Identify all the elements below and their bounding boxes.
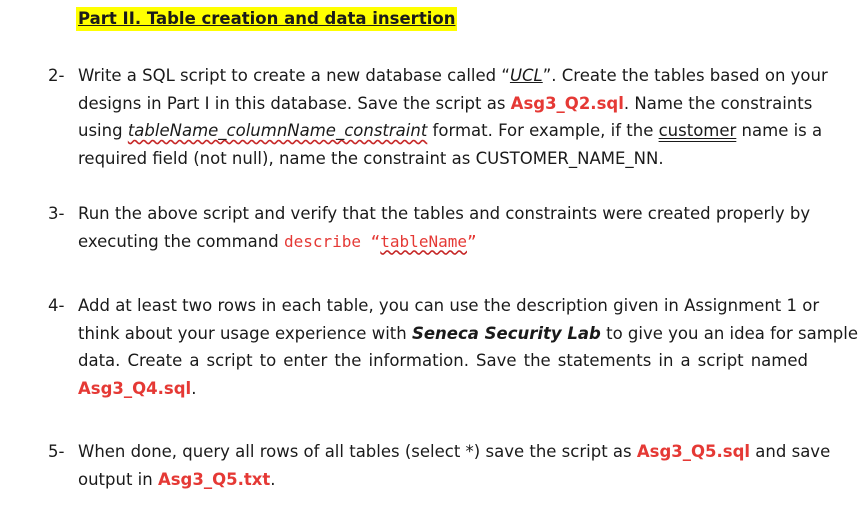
text-line <box>78 117 823 145</box>
database-name: UCL <box>509 66 543 85</box>
text-run: designs in Part I in this database. Save the script as <box>78 93 511 113</box>
item-number: 3- <box>48 204 65 223</box>
text-line <box>78 375 808 403</box>
text-run: format. For example, if the <box>427 121 659 140</box>
script-filename: Asg3_Q2.sql <box>510 93 624 113</box>
text-run: . <box>191 378 197 398</box>
text-line: Add at least two rows in each table, you can use the description given in Assignment 1 or <box>78 296 820 315</box>
item-text <box>78 438 831 493</box>
text-run: using <box>78 121 128 140</box>
item-number: 2- <box>48 66 65 85</box>
item-text <box>78 62 828 172</box>
script-filename: Asg3_Q4.sql <box>78 378 192 398</box>
text-run: When done, query all rows of all tables (select *) save the script as <box>78 442 637 461</box>
item-text <box>78 292 859 402</box>
item-number: 5- <box>48 442 65 461</box>
text-line: required field (not null), name the constraint as CUSTOMER_NAME_NN. <box>78 148 664 168</box>
text-run: name is a <box>736 121 823 140</box>
text-line <box>78 228 808 256</box>
item-number: 4- <box>48 296 65 315</box>
text-run: Write a SQL script to create a new database called “ <box>78 66 510 85</box>
text-run: to give you an idea for sample <box>600 323 859 343</box>
lab-name: Seneca Security Lab <box>411 323 601 343</box>
script-filename: Asg3_Q5.sql <box>636 442 751 461</box>
text-line <box>78 62 828 90</box>
item-text <box>78 200 811 255</box>
text-run: . <box>270 469 276 489</box>
describe-command: describe <box>283 231 362 251</box>
customer-word: customer <box>658 121 737 140</box>
text-run: executing the command <box>78 231 284 251</box>
constraint-format: tableName_columnName_constraint <box>127 121 428 140</box>
text-run: ”. Create the tables based on your <box>542 66 828 85</box>
text-line: data. Create a script to enter the information. Save the statements in a script named <box>78 351 808 370</box>
text-line <box>78 466 808 494</box>
text-run: output in <box>78 469 158 489</box>
text-line <box>78 90 813 118</box>
table-name-arg: tableName <box>380 231 467 251</box>
quote-open: “ <box>361 231 381 251</box>
text-run: . Name the constraints <box>623 93 813 113</box>
text-line <box>78 320 859 348</box>
text-line: Run the above script and verify that the tables and constraints were created properly by <box>78 204 811 223</box>
text-line <box>78 438 831 466</box>
text-run: and save <box>750 442 831 461</box>
quote-close: ” <box>466 231 477 251</box>
section-heading: Part II. Table creation and data insertion <box>76 7 457 31</box>
output-filename: Asg3_Q5.txt <box>157 469 271 489</box>
text-run: think about your usage experience with <box>78 323 412 343</box>
